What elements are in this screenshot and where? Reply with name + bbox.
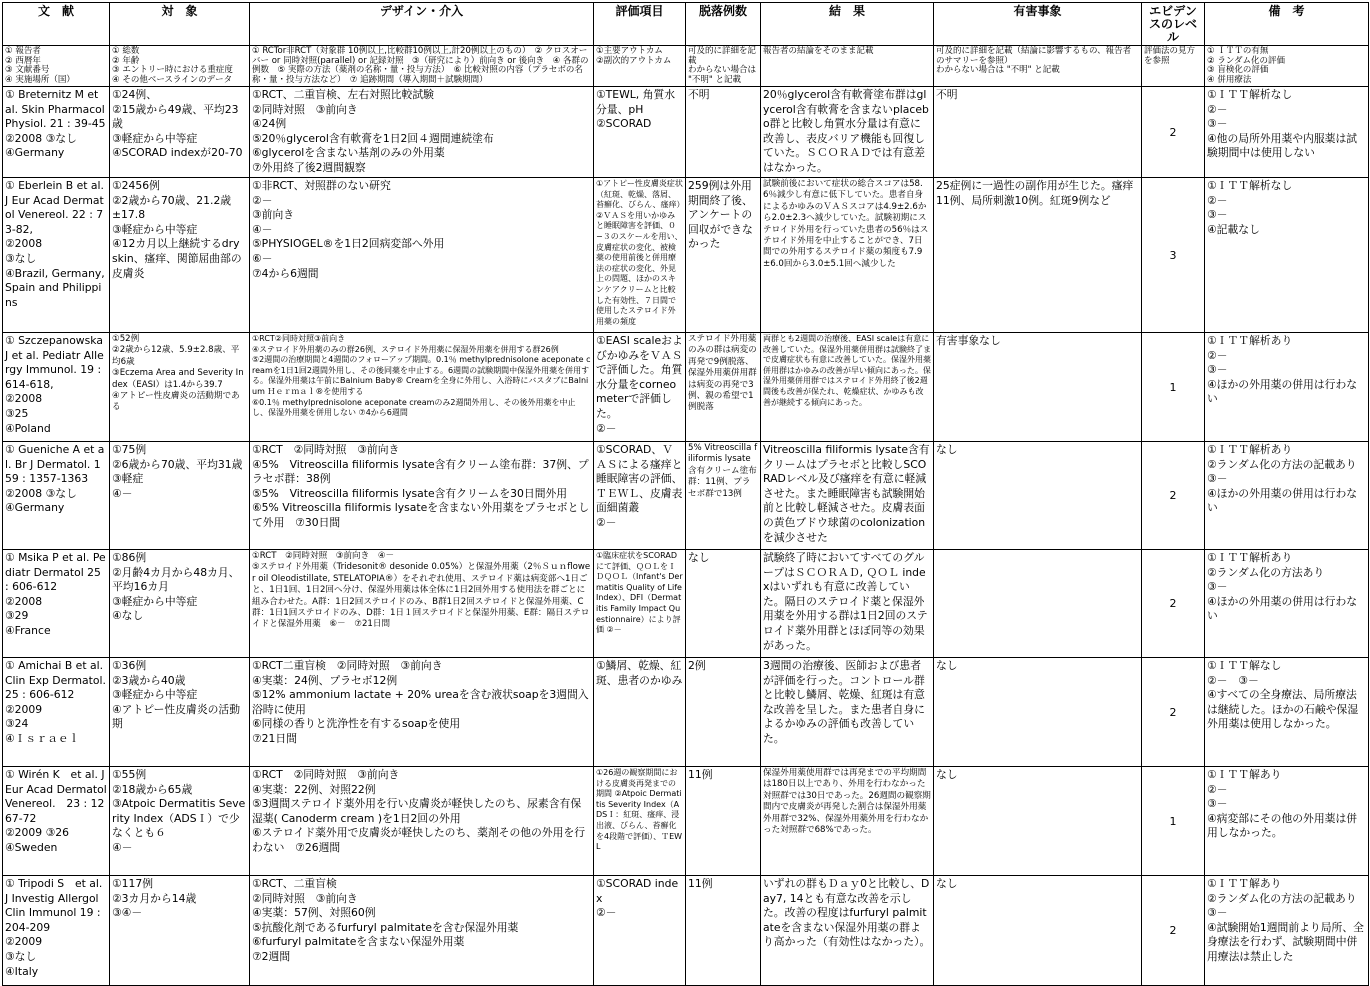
table-row bbox=[3, 658, 1369, 767]
cell-line: ⑥－ bbox=[252, 251, 273, 265]
subheader-line: 可及的に詳細を記載（結論に影響するもの、報告者のサマリーを参照） bbox=[936, 46, 1132, 66]
cell-remarks bbox=[1205, 178, 1369, 333]
cell-line: ⑥glycerolを含まない基剤のみの外用薬 bbox=[252, 146, 445, 160]
cell-line: なし bbox=[936, 443, 958, 456]
cell-line: ④ほかの外用薬の併用は行わない bbox=[1207, 486, 1358, 515]
cell-line: ③軽症から中等症 bbox=[112, 594, 198, 608]
cell-line: ④－ bbox=[112, 486, 133, 500]
cell-adverse-events bbox=[934, 87, 1142, 178]
cell-line: ④アトピー性皮膚炎の活動期 bbox=[112, 702, 241, 731]
subheader-line: ② 西暦年 bbox=[5, 55, 41, 66]
cell-line: ①RCT ②同時対照 ③前向き bbox=[252, 443, 400, 456]
cell-line: ①SCORAD、ＶＡＳによる瘙痒と睡眠障害の評価、ＴＥＷＬ、皮膚表面細菌叢 bbox=[596, 443, 683, 515]
cell-line: ②2009 ③26 bbox=[5, 826, 70, 840]
cell-line: ⑤ステロイド外用薬（Tridesonit® desonide 0.05%）と保湿外用薬（2％Ｓｕｎflower oil Oleodistillate, STELATOPIA®）をそれぞれ使用、ステロイド薬は病変部へ1日ごと、1日1回、1日2回へ分け、保湿外用薬は体全体に1日2回外用する使用法を群ごとに組み合わせた。A群：1日2回ステロイドのみ、B群1日2回ステロイドと保湿外用薬、C群：1日1回ステロイドのみ、D群：1日１回ステロイドと保湿外用薬、E群：隔日ステロイドと保湿外用薬 ⑥－ ⑦21日間 bbox=[252, 562, 591, 630]
cell-remarks bbox=[1205, 87, 1369, 178]
cell-line: ③29 bbox=[5, 609, 29, 623]
cell-line: ②同時対照 ③前向き bbox=[252, 102, 358, 116]
header-reference: 文 献 bbox=[3, 3, 110, 46]
cell-line: ④SCORAD indexが20-70 bbox=[112, 146, 243, 160]
cell-line: ④実薬：57例、対照60例 bbox=[252, 906, 376, 920]
cell-line: ③なし bbox=[5, 251, 37, 265]
cell-line: 試験前後において症状の総合スコアは58.6％減少し有意に低下していた。患者自身によるかゆみのＶＡＳスコアは4.9±2.6から2.0±2.3へ減少していた。試験初期にステロイド外用を行っていた患者の56％はステロイド外用を中止することができ、7日間での外用するステロイド薬の頻度も7.9±6.0回から3.0±5.1回へ減少した bbox=[763, 179, 929, 269]
cell-line: ②－ bbox=[596, 515, 617, 529]
cell-line: ③なし bbox=[5, 949, 37, 963]
cell-remarks bbox=[1205, 658, 1369, 767]
cell-line: ③－ bbox=[1207, 797, 1228, 811]
cell-line: ①RCT、二重盲検 bbox=[252, 877, 337, 890]
cell-reference bbox=[3, 550, 110, 658]
cell-outcomes bbox=[594, 876, 686, 986]
cell-line: ②6歳から70歳、平均31歳 bbox=[112, 457, 243, 471]
cell-line: ④すべての全身療法、局所療法は継続した。ほかの石鹸や保湿外用薬は使用しなかった。 bbox=[1207, 688, 1359, 731]
cell-remarks bbox=[1205, 876, 1369, 986]
subheader-line: 可及的に詳細を記載 bbox=[688, 46, 757, 66]
subheader-remarks bbox=[1205, 46, 1369, 87]
cell-line: 11例 bbox=[688, 877, 713, 890]
cell-reference bbox=[3, 87, 110, 178]
subheader-line: 報告者の結論をそのまま記載 bbox=[763, 46, 874, 56]
cell-evidence-level: 2 bbox=[1142, 658, 1205, 767]
cell-outcomes bbox=[594, 178, 686, 333]
cell-line: ②3歳から40歳 bbox=[112, 673, 186, 687]
cell-line: ②同時対照 ③前向き bbox=[252, 891, 358, 905]
cell-evidence-level: 3 bbox=[1142, 178, 1205, 333]
subheader-outcomes bbox=[594, 46, 686, 87]
cell-line: 20％glycerol含有軟膏塗布群はglycerol含有軟膏を含まないplacebo群と比較し角質水分量は有意に改善し、表皮バリア機能も回復していた。ＳＣＯＲＡＤでは有意差はなかった。 bbox=[763, 88, 929, 174]
cell-line: ④Sweden bbox=[5, 840, 58, 854]
cell-line: ④記載なし bbox=[1207, 222, 1260, 236]
cell-subjects bbox=[110, 876, 250, 986]
cell-line: 3週間の治療後、医師および患者が評価を行った。コントロール群と比較し鱗屑、乾燥、紅斑は有意な改善を呈した。また患者自身によるかゆみの評価も改善していた。 bbox=[763, 659, 925, 745]
cell-line: ②18歳から65歳 bbox=[112, 782, 193, 796]
cell-line: ①EASI scaleおよびかゆみをＶＡＳで評価した。角質水分量をcorneometerで評価した。 bbox=[596, 334, 683, 420]
cell-results bbox=[761, 767, 934, 876]
cell-line: ④なし bbox=[112, 609, 144, 623]
cell-outcomes bbox=[594, 333, 686, 442]
subheader-line: ② 年齢 bbox=[112, 55, 140, 66]
cell-line: 保湿外用薬使用群では再発までの平均期間は180日以上であり、外用を行わなかった対照群では30日であった。26週間の観察期間内で皮膚炎が再発した割合は保湿外用薬外用群で32%、保湿外用薬外用を行わなかった対照群で68%であった。 bbox=[763, 768, 931, 836]
cell-line: ①36例 bbox=[112, 659, 147, 672]
cell-line: ③24 bbox=[5, 717, 29, 731]
cell-dropouts bbox=[686, 658, 761, 767]
cell-line: ③軽症 bbox=[112, 472, 144, 486]
cell-results bbox=[761, 333, 934, 442]
cell-line: ① Tripodi S et al. J Investig Allergol Clin Immunol 19 : 204-209 bbox=[5, 877, 103, 934]
cell-line: ①臨床症状をSCORADにて評価、ＱＯＬをＩＤＱＯＬ（Infant's Dermatitis Quality of Life Index）、DFI（Dermatitis Family Impact Questionnaire）により評価 ②－ bbox=[596, 551, 683, 635]
cell-line: ①ＩＴＴ解析あり bbox=[1207, 443, 1293, 456]
subheader-line: ③ 盲検化の評価 bbox=[1207, 65, 1269, 75]
cell-reference bbox=[3, 658, 110, 767]
subheader-line: ④ 実施場所（国） bbox=[5, 74, 75, 85]
cell-line: ③軽症から中等症 bbox=[112, 688, 198, 702]
cell-design-intervention bbox=[250, 333, 594, 442]
subheader-line: ① 報告者 bbox=[5, 46, 41, 56]
cell-reference bbox=[3, 767, 110, 876]
cell-reference bbox=[3, 333, 110, 442]
cell-adverse-events bbox=[934, 876, 1142, 986]
cell-line: ① Gueniche A et al. Br J Dermatol. 159 : 1357-1363 bbox=[5, 443, 105, 486]
cell-line: ④試験開始1週間前より局所、全身療法を行わず、試験期間中併用療法は禁止した bbox=[1207, 920, 1364, 963]
cell-results bbox=[761, 87, 934, 178]
cell-line: 259例は外用期間終了後、アンケートの回収ができなかった bbox=[688, 179, 753, 251]
cell-line: ②2歳から70歳、21.2歳±17.8 bbox=[112, 193, 232, 222]
cell-line: ④12カ月以上継続するdry skin、瘙痒、関節屈曲部の皮膚炎 bbox=[112, 237, 242, 280]
cell-line: ⑤3週間ステロイド薬外用を行い皮膚炎が軽快したのち、尿素含有保湿薬( Canoderm cream )を1日2回の外用 bbox=[252, 797, 582, 825]
cell-adverse-events bbox=[934, 442, 1142, 550]
cell-remarks bbox=[1205, 333, 1369, 442]
evidence-table bbox=[2, 2, 1369, 986]
cell-line: ②－ bbox=[596, 906, 617, 920]
table-row bbox=[3, 876, 1369, 986]
cell-line: ⑥ステロイド薬外用で皮膚炎が軽快したのち、薬剤その他の外用を行わない ⑦26週間 bbox=[252, 826, 586, 854]
cell-line: なし bbox=[936, 659, 958, 672]
cell-line: ①アトピー性皮膚炎症状（紅斑、乾燥、落屑、苔癬化、びらん、瘙痒）②ＶＡＳを用いかゆみと睡眠障害を評価、０−３のスケールを用い、皮膚症状の変化、被検薬の使用前後と併用療法の症状の変化、外見上の問題、ほかのスキンケアクリームと比較した有効性、７日間で使用したステロイド外用薬の頻度 bbox=[596, 179, 683, 326]
subheader-adverse-events bbox=[934, 46, 1142, 87]
cell-line: ④Brazil, Germany, Spain and Philippins bbox=[5, 266, 105, 309]
cell-dropouts bbox=[686, 87, 761, 178]
cell-evidence-level: 2 bbox=[1142, 550, 1205, 658]
cell-remarks bbox=[1205, 550, 1369, 658]
cell-line: ③－ bbox=[1207, 208, 1228, 222]
cell-outcomes bbox=[594, 87, 686, 178]
cell-subjects bbox=[110, 767, 250, 876]
cell-evidence-level: 2 bbox=[1142, 876, 1205, 986]
cell-outcomes bbox=[594, 550, 686, 658]
cell-reference bbox=[3, 442, 110, 550]
cell-outcomes bbox=[594, 767, 686, 876]
cell-adverse-events bbox=[934, 658, 1142, 767]
cell-line: ⑤5% Vitreoscilla filiformis lysate含有クリームを30日間外用 bbox=[252, 486, 568, 500]
cell-line: ②－ bbox=[252, 193, 273, 207]
cell-line: ①鱗屑、乾燥、紅斑、患者のかゆみ bbox=[596, 659, 683, 687]
subheader-line: ①主要アウトカム bbox=[596, 46, 663, 56]
header-results: 結 果 bbox=[761, 3, 934, 46]
subheader-line: ③ エントリー時における重症度 bbox=[112, 65, 233, 75]
cell-subjects bbox=[110, 333, 250, 442]
cell-line: ③Eczema Area and Severity Index（EASI）は1.4から39.7 bbox=[112, 368, 244, 390]
cell-line: ④ステロイド外用薬のみの群26例、ステロイド外用薬に保湿外用薬を併用する群26例 bbox=[252, 344, 559, 354]
subheader-evidence-level bbox=[1142, 46, 1205, 87]
cell-line: ⑤12% ammonium lactate + 20% ureaを含む液状soapを3週間入浴時に使用 bbox=[252, 688, 589, 716]
cell-line: ①RCT、二重盲検、左右対照比較試験 bbox=[252, 88, 434, 101]
cell-line: ④France bbox=[5, 623, 51, 637]
cell-line: ②2009 bbox=[5, 935, 43, 949]
cell-line: ④Germany bbox=[5, 146, 65, 160]
cell-line: ②－ bbox=[596, 421, 617, 435]
cell-line: ④ほかの外用薬の併用は行わない bbox=[1207, 594, 1358, 623]
cell-line: ⑥同様の香りと洗浄性を有するsoapを使用 bbox=[252, 717, 461, 731]
cell-line: ④実薬：22例、対照22例 bbox=[252, 782, 376, 796]
cell-line: ①ＩＴＴ解あり bbox=[1207, 877, 1282, 890]
header-remarks: 備 考 bbox=[1205, 3, 1369, 46]
cell-line: ④他の局所外用薬や内服薬は試験期間中は使用しない bbox=[1207, 131, 1358, 160]
header-evidence-level: エビデンスのレベル bbox=[1142, 3, 1205, 46]
cell-line: なし bbox=[688, 551, 710, 564]
cell-line: いずれの群もＤａｙ0と比較し、Day7, 14とも有意な改善を示した。改善の程度はfurfuryl palmitateを含まない保湿外用薬の群より高かった（有効性はなかった）。 bbox=[763, 877, 931, 949]
cell-adverse-events bbox=[934, 767, 1142, 876]
cell-line: ⑦外用終了後2週間観察 bbox=[252, 160, 366, 174]
cell-line: ③25 bbox=[5, 406, 29, 420]
header-outcomes: 評価項目 bbox=[594, 3, 686, 46]
cell-line: Vitreoscilla filiformis lysate含有クリームはプラセボと比較しSCORADレベル及び瘙痒を有意に軽減させた。また睡眠障害も試験開始前と比較し軽減させた。皮膚表面の黄色ブドウ球菌のcolonizationを減少させた bbox=[763, 443, 930, 544]
subheader-line: わからない場合は "不明" と記載 bbox=[936, 65, 1060, 75]
cell-line: ⑦4から6週間 bbox=[252, 266, 319, 280]
cell-line: 不明 bbox=[936, 88, 958, 101]
cell-line: ① Amichai B et al. Clin Exp Dermatol. 25 : 606-612 bbox=[5, 659, 106, 702]
cell-line: 2例 bbox=[688, 659, 706, 672]
table-row bbox=[3, 178, 1369, 333]
cell-line: ②2008 bbox=[5, 392, 43, 406]
cell-line: ②－ bbox=[1207, 193, 1228, 207]
subheader-line: ① 総数 bbox=[112, 46, 140, 56]
header-design-intervention: デザイン・介入 bbox=[250, 3, 594, 46]
subheader-line: 評価法の見方を参照 bbox=[1144, 46, 1196, 66]
cell-results bbox=[761, 658, 934, 767]
cell-design-intervention bbox=[250, 658, 594, 767]
cell-line: ①2456例 bbox=[112, 179, 160, 192]
cell-subjects bbox=[110, 550, 250, 658]
subheader-results bbox=[761, 46, 934, 87]
header-adverse-events: 有害事象 bbox=[934, 3, 1142, 46]
cell-line: ④－ bbox=[112, 840, 133, 854]
cell-line: ①ＩＴＴ解析あり bbox=[1207, 334, 1293, 347]
cell-line: ②ランダム化の方法の記載あり bbox=[1207, 457, 1357, 471]
cell-subjects bbox=[110, 658, 250, 767]
cell-dropouts bbox=[686, 767, 761, 876]
cell-results bbox=[761, 442, 934, 550]
cell-line: ③④－ bbox=[112, 906, 143, 920]
cell-line: ②ランダム化の方法の記載あり ③－ bbox=[1207, 891, 1368, 920]
cell-line: ①117例 bbox=[112, 877, 154, 890]
cell-line: ⑤20％glycerol含有軟膏を1日2回４週間連続塗布 bbox=[252, 131, 494, 145]
subheader-line: わからない場合は "不明" と記載 bbox=[688, 65, 757, 85]
cell-line: ④24例 bbox=[252, 117, 287, 131]
cell-evidence-level: 2 bbox=[1142, 442, 1205, 550]
subheader-line: ② ランダム化の評価 bbox=[1207, 55, 1285, 66]
cell-line: ⑤PHYSIOGEL®を1日2回病変部へ外用 bbox=[252, 237, 445, 251]
cell-adverse-events bbox=[934, 333, 1142, 442]
cell-line: ③－ bbox=[1207, 363, 1228, 377]
cell-dropouts bbox=[686, 333, 761, 442]
header-subjects: 対 象 bbox=[110, 3, 250, 46]
subheader-line: ① RCTor非RCT（対象群 10例以上,比較群10例以上,計20例以上のもの） ② クロスオーバー or 同時対照(parallel) or 記録対照 ③（研究により）前向き or 後向き ④ 各群の例数 ⑤ 実際の方法（薬剤の名称・量・投与方法） ⑥ 比較対照の内容（プラセボの名称・量・投与方法など） ⑦ 追跡期間（導入期間＋試験期間） bbox=[252, 46, 589, 85]
cell-line: ①24例、 bbox=[112, 88, 158, 101]
cell-line: ①ＩＴＴ解析あり bbox=[1207, 551, 1293, 564]
cell-results bbox=[761, 178, 934, 333]
cell-line: ④Italy bbox=[5, 964, 39, 978]
cell-dropouts bbox=[686, 442, 761, 550]
cell-design-intervention bbox=[250, 178, 594, 333]
cell-line: ②SCORAD bbox=[596, 117, 652, 131]
cell-line: ②2008 bbox=[5, 594, 43, 608]
subheader-dropouts bbox=[686, 46, 761, 87]
cell-line: ③軽症から中等症 bbox=[112, 131, 198, 145]
subheader-line: ① ＩＴＴの有無 bbox=[1207, 46, 1269, 56]
cell-line: ⑥5% Vitreoscilla filiformis lysateを含まない外用薬をプラセボとして外用 ⑦30日間 bbox=[252, 501, 590, 529]
cell-line: ②2歳から12歳、5.9±2.8歳、平均6歳 bbox=[112, 345, 240, 367]
subheader-line: ②副次的アウトカム bbox=[596, 55, 672, 66]
cell-line: ①RCT ②同時対照 ③前向き bbox=[252, 768, 400, 781]
cell-line: ①75例 bbox=[112, 443, 147, 456]
cell-line: ① Szczepanowska J et al. Pediatr Allergy Immunol. 19 : 614-618, bbox=[5, 334, 104, 391]
cell-subjects bbox=[110, 442, 250, 550]
cell-remarks bbox=[1205, 442, 1369, 550]
cell-line: ① Breternitz M et al. Skin Pharmacol Physiol. 21 : 39-45 bbox=[5, 88, 106, 131]
cell-line: ①55例 bbox=[112, 768, 147, 781]
cell-dropouts bbox=[686, 178, 761, 333]
cell-design-intervention bbox=[250, 876, 594, 986]
table-row bbox=[3, 87, 1369, 178]
cell-line: ①TEWL, 角質水分量、pH bbox=[596, 88, 676, 116]
cell-line: ⑦21日間 bbox=[252, 731, 298, 745]
subheader-line: ③ 文献番号 bbox=[5, 65, 50, 75]
cell-subjects bbox=[110, 178, 250, 333]
table-row bbox=[3, 333, 1369, 442]
cell-line: ④病変部にその他の外用薬は併用しなかった。 bbox=[1207, 811, 1358, 840]
cell-design-intervention bbox=[250, 550, 594, 658]
cell-design-intervention bbox=[250, 442, 594, 550]
cell-line: ②2008 ③なし bbox=[5, 486, 77, 500]
cell-line: 有害事象なし bbox=[936, 334, 1001, 347]
header-dropouts: 脱落例数 bbox=[686, 3, 761, 46]
cell-line: 両群とも2週間の治療後、EASI scaleは有意に改善していた。保湿外用薬併用群は試験終了まで皮膚症状も有意に改善していた。保湿外用薬併用群はかゆみの改善が早い傾向にあった。保湿外用薬併用群ではステロイド外用終了後2週間後も改善が保たれ、乾燥症状、かゆみも改善が継続する傾向にあった。 bbox=[763, 334, 931, 407]
cell-line: ③前向き bbox=[252, 208, 295, 222]
subheader-subjects bbox=[110, 46, 250, 87]
cell-line: ②－ bbox=[1207, 102, 1228, 116]
cell-line: ②2009 bbox=[5, 702, 43, 716]
table-row bbox=[3, 550, 1369, 658]
cell-line: ③－ bbox=[1207, 117, 1228, 131]
cell-line: ②月齢4カ月から48カ月、平均16カ月 bbox=[112, 565, 240, 594]
cell-line: ③軽症から中等症 bbox=[112, 222, 198, 236]
cell-line: なし bbox=[936, 768, 958, 781]
cell-design-intervention bbox=[250, 87, 594, 178]
cell-results bbox=[761, 550, 934, 658]
cell-line: ⑥furfuryl palmitateを含まない保湿外用薬 bbox=[252, 935, 465, 949]
cell-line: ①ＩＴＴ解あり bbox=[1207, 768, 1282, 781]
cell-line: ⑤2週間の治療期間と4週間のフォローアップ期間。0.1％ methylprednisolone aceponate creamを1日1回2週間外用し、その後同薬を中止する。6週間の試験期間中保湿外用薬を併用する。保湿外用薬は午前にBalnium Baby® Creamを全身に外用し、入浴時にバスタブにBalnium Ｈｅｒｍａｌ®を使用する bbox=[252, 355, 591, 396]
cell-line: 5% Vitreoscilla filiformis lysate含有クリーム塗布群：11例、プラセボ群で13例 bbox=[688, 443, 758, 499]
subheader-line: ④ 併用療法 bbox=[1207, 74, 1252, 85]
cell-line: ④実薬：24例、プラセボ12例 bbox=[252, 673, 398, 687]
cell-line: 25症例に一過性の副作用が生じた。瘙痒11例、局所刺激10例。紅斑9例など bbox=[936, 179, 1134, 207]
cell-line: ⑤抗酸化剤であるfurfuryl palmitateを含む保湿外用薬 bbox=[252, 920, 519, 934]
cell-dropouts bbox=[686, 876, 761, 986]
cell-reference bbox=[3, 178, 110, 333]
cell-line: ②ランダム化の方法あり bbox=[1207, 565, 1325, 579]
cell-line: ④－ bbox=[252, 222, 273, 236]
cell-evidence-level: 2 bbox=[1142, 87, 1205, 178]
table-row bbox=[3, 442, 1369, 550]
cell-line: ②－ bbox=[1207, 348, 1228, 362]
subheader-line: ④ その他ベースラインのデータ bbox=[112, 74, 233, 85]
cell-results bbox=[761, 876, 934, 986]
cell-line: ③－ bbox=[1207, 472, 1228, 486]
cell-line: 11例 bbox=[688, 768, 713, 781]
cell-line: ①86例 bbox=[112, 551, 147, 564]
cell-line: ⑦2週間 bbox=[252, 949, 291, 963]
subheader-design-intervention bbox=[250, 46, 594, 87]
cell-line: ①RCT②同時対照③前向き bbox=[252, 334, 346, 343]
cell-adverse-events bbox=[934, 550, 1142, 658]
cell-line: ④ほかの外用薬の併用は行わない bbox=[1207, 377, 1358, 406]
cell-outcomes bbox=[594, 442, 686, 550]
cell-line: ②2008 ③なし bbox=[5, 131, 77, 145]
cell-line: ①52例 bbox=[112, 334, 140, 344]
cell-line: ①RCT ②同時対照 ③前向き ④－ bbox=[252, 551, 395, 561]
cell-line: ステロイド外用薬のみの群は病変の再発で9例脱落、保湿外用薬併用群は病変の再発で3例、親の希望で1例脱落 bbox=[688, 334, 757, 413]
cell-evidence-level: 1 bbox=[1142, 767, 1205, 876]
cell-line: ④Germany bbox=[5, 501, 65, 515]
cell-line: ④5% Vitreoscilla filiformis lysate含有クリーム塗布群：37例、プラセボ群：38例 bbox=[252, 457, 589, 486]
subheader-reference bbox=[3, 46, 110, 87]
cell-line: ④Poland bbox=[5, 421, 51, 435]
cell-line: ②－ bbox=[1207, 782, 1228, 796]
cell-line: ②－ ③－ bbox=[1207, 673, 1259, 687]
cell-line: ① Eberlein B et al. J Eur Acad Dermatol Venereol. 22 : 73-82, bbox=[5, 179, 104, 236]
cell-dropouts bbox=[686, 550, 761, 658]
cell-line: ②2008 bbox=[5, 237, 43, 251]
cell-line: ①ＩＴＴ解析なし bbox=[1207, 88, 1293, 101]
cell-line: ① Wirén K et al. J Eur Acad Dermatol Venereol. 23 : 1267-72 bbox=[5, 768, 107, 825]
cell-line: ③Atpoic Dermatitis Severity Index（ADSＩ）で少なくとも６ bbox=[112, 797, 246, 840]
cell-line: ①SCORAD index bbox=[596, 877, 679, 905]
table-row bbox=[3, 767, 1369, 876]
cell-subjects bbox=[110, 87, 250, 178]
cell-evidence-level: 1 bbox=[1142, 333, 1205, 442]
cell-design-intervention bbox=[250, 767, 594, 876]
cell-remarks bbox=[1205, 767, 1369, 876]
cell-line: ②3カ月から14歳 bbox=[112, 891, 197, 905]
cell-line: 試験終了時においてすべてのグループはＳＣＯＲＡＤ, ＱＯＬ indexはいずれも有意に改善していた。隔日のステロイド薬と保湿外用薬を外用する群は1日2回のステロイド薬外用群とほぼ同等の効果があった。 bbox=[763, 551, 928, 652]
cell-adverse-events bbox=[934, 178, 1142, 333]
cell-line: ① Msika P et al. Pediatr Dermatol 25 : 606-612 bbox=[5, 551, 106, 594]
cell-line: なし bbox=[936, 877, 958, 890]
cell-line: ①ＩＴＴ解なし bbox=[1207, 659, 1282, 672]
cell-reference bbox=[3, 876, 110, 986]
header-row bbox=[3, 3, 1369, 46]
cell-line: 不明 bbox=[688, 88, 710, 101]
subheader-row bbox=[3, 46, 1369, 87]
cell-line: ①26週の観察期間における皮膚炎再発までの期間 ②Atpoic Dermatitis Severity Index（ADSＩ：紅斑、瘙痒、浸出液、びらん、苔癬化を4段階で評価）、ＴEWL bbox=[596, 768, 683, 852]
cell-line: ①ＩＴＴ解析なし bbox=[1207, 179, 1293, 192]
cell-line: ④アトピー性皮膚炎の活動期である bbox=[112, 391, 240, 413]
cell-line: ②15歳から49歳、平均23歳 bbox=[112, 102, 239, 131]
cell-line: ⑥0.1％ methylprednisolone aceponate creamのみ2週間外用し、その後外用薬を中止し、保湿外用薬を併用しない ⑦4から6週間 bbox=[252, 397, 576, 418]
cell-line: ①非RCT、対照群のない研究 bbox=[252, 179, 391, 192]
cell-line: ③－ bbox=[1207, 580, 1228, 594]
cell-line: ①RCT二重盲検 ②同時対照 ③前向き bbox=[252, 659, 443, 672]
cell-outcomes bbox=[594, 658, 686, 767]
cell-line: ④Ｉｓｒａｅｌ bbox=[5, 731, 80, 745]
